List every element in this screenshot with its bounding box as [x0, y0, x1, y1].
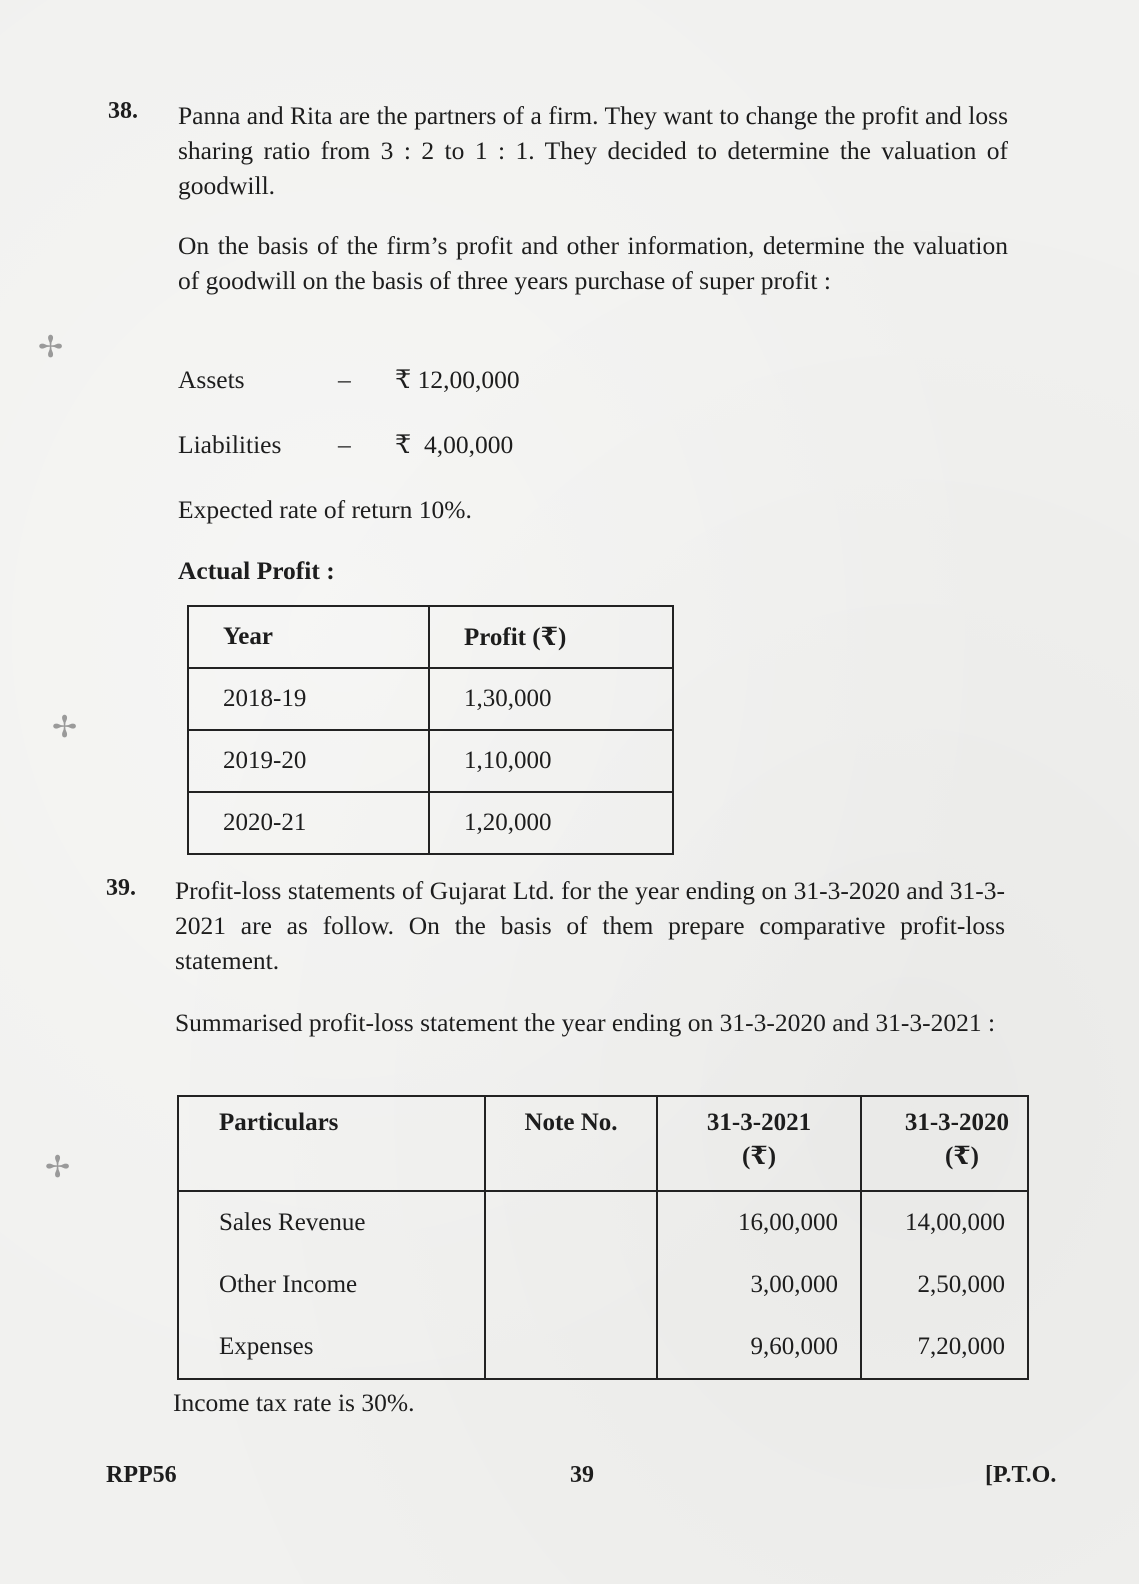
table-header-row — [178, 1096, 1028, 1191]
liabilities-dash: – — [338, 430, 351, 459]
liabilities-value: ₹ 4,00,000 — [395, 430, 514, 459]
header-2021-currency: (₹) — [741, 1143, 777, 1170]
year-cell: 2019-20 — [188, 730, 429, 792]
pto-label: [P.T.O. — [985, 1462, 1057, 1488]
paper-code: RPP56 — [106, 1462, 177, 1488]
actual-profit-table — [187, 605, 674, 855]
value-2020-cell: 14,00,000 — [861, 1191, 1028, 1254]
question-38-intro: Panna and Rita are the partners of a firm. They want to change the profit and loss sharing ratio from 3 : 2 to 1 : 1. They decided to determine the valuation of goodwill. — [178, 101, 1008, 200]
note-cell — [485, 1191, 657, 1254]
profit-loss-table — [177, 1095, 1029, 1380]
year-cell: 2020-21 — [188, 792, 429, 854]
particulars-cell: Expenses — [178, 1316, 485, 1379]
year-cell: 2018-19 — [188, 668, 429, 730]
question-39-summary: Summarised profit-loss statement the year ending on 31-3-2020 and 31-3-2021 : — [175, 1008, 996, 1037]
actual-profit-heading: Actual Profit : — [178, 556, 335, 585]
profit-cell: 1,20,000 — [429, 792, 673, 854]
table-row — [188, 730, 673, 792]
table-row — [188, 668, 673, 730]
expected-return: Expected rate of return 10%. — [178, 495, 472, 524]
header-2021 — [657, 1096, 861, 1191]
table-row — [178, 1191, 1028, 1254]
note-cell — [485, 1316, 657, 1379]
tax-note: Income tax rate is 30%. — [173, 1388, 415, 1417]
question-38-number: 38. — [108, 98, 138, 124]
value-2021-cell: 9,60,000 — [657, 1316, 861, 1379]
header-year: Year — [188, 606, 429, 668]
value-2020-cell: 7,20,000 — [861, 1316, 1028, 1379]
liabilities-label: Liabilities — [178, 430, 282, 459]
value-2020-cell: 2,50,000 — [861, 1254, 1028, 1316]
question-39-number: 39. — [106, 875, 136, 901]
page-number: 39 — [570, 1462, 594, 1488]
particulars-cell: Sales Revenue — [178, 1191, 485, 1254]
question-39-intro: Profit-loss statements of Gujarat Ltd. for the year ending on 31-3-2020 and 31-3-2021 are as follow. On the basis of them prepare comparative profit-loss statement. — [175, 876, 1005, 975]
table-row — [178, 1254, 1028, 1316]
header-2020-currency: (₹) — [944, 1143, 979, 1170]
header-profit: Profit (₹) — [429, 606, 673, 668]
value-2021-cell: 16,00,000 — [657, 1191, 861, 1254]
punch-mark-icon: ✢ — [45, 1151, 71, 1184]
value-2021-cell: 3,00,000 — [657, 1254, 861, 1316]
question-38-task: On the basis of the firm’s profit and other information, determine the valuation of goodwill on the basis of three years purchase of super profit : — [178, 231, 1008, 295]
table-row — [188, 792, 673, 854]
table-row — [178, 1316, 1028, 1379]
header-note-no: Note No. — [485, 1096, 657, 1191]
header-2020-date: 31-3-2020 — [904, 1109, 1009, 1136]
assets-label: Assets — [178, 365, 245, 394]
profit-cell: 1,10,000 — [429, 730, 673, 792]
assets-dash: – — [338, 365, 351, 394]
table-header-row — [188, 606, 673, 668]
assets-value: ₹ 12,00,000 — [395, 365, 520, 394]
particulars-cell: Other Income — [178, 1254, 485, 1316]
note-cell — [485, 1254, 657, 1316]
header-2021-date: 31-3-2021 — [706, 1109, 812, 1136]
punch-mark-icon: ✢ — [52, 711, 78, 744]
header-2020 — [861, 1096, 1028, 1191]
punch-mark-icon: ✢ — [38, 331, 64, 364]
header-particulars: Particulars — [178, 1096, 485, 1191]
profit-cell: 1,30,000 — [429, 668, 673, 730]
